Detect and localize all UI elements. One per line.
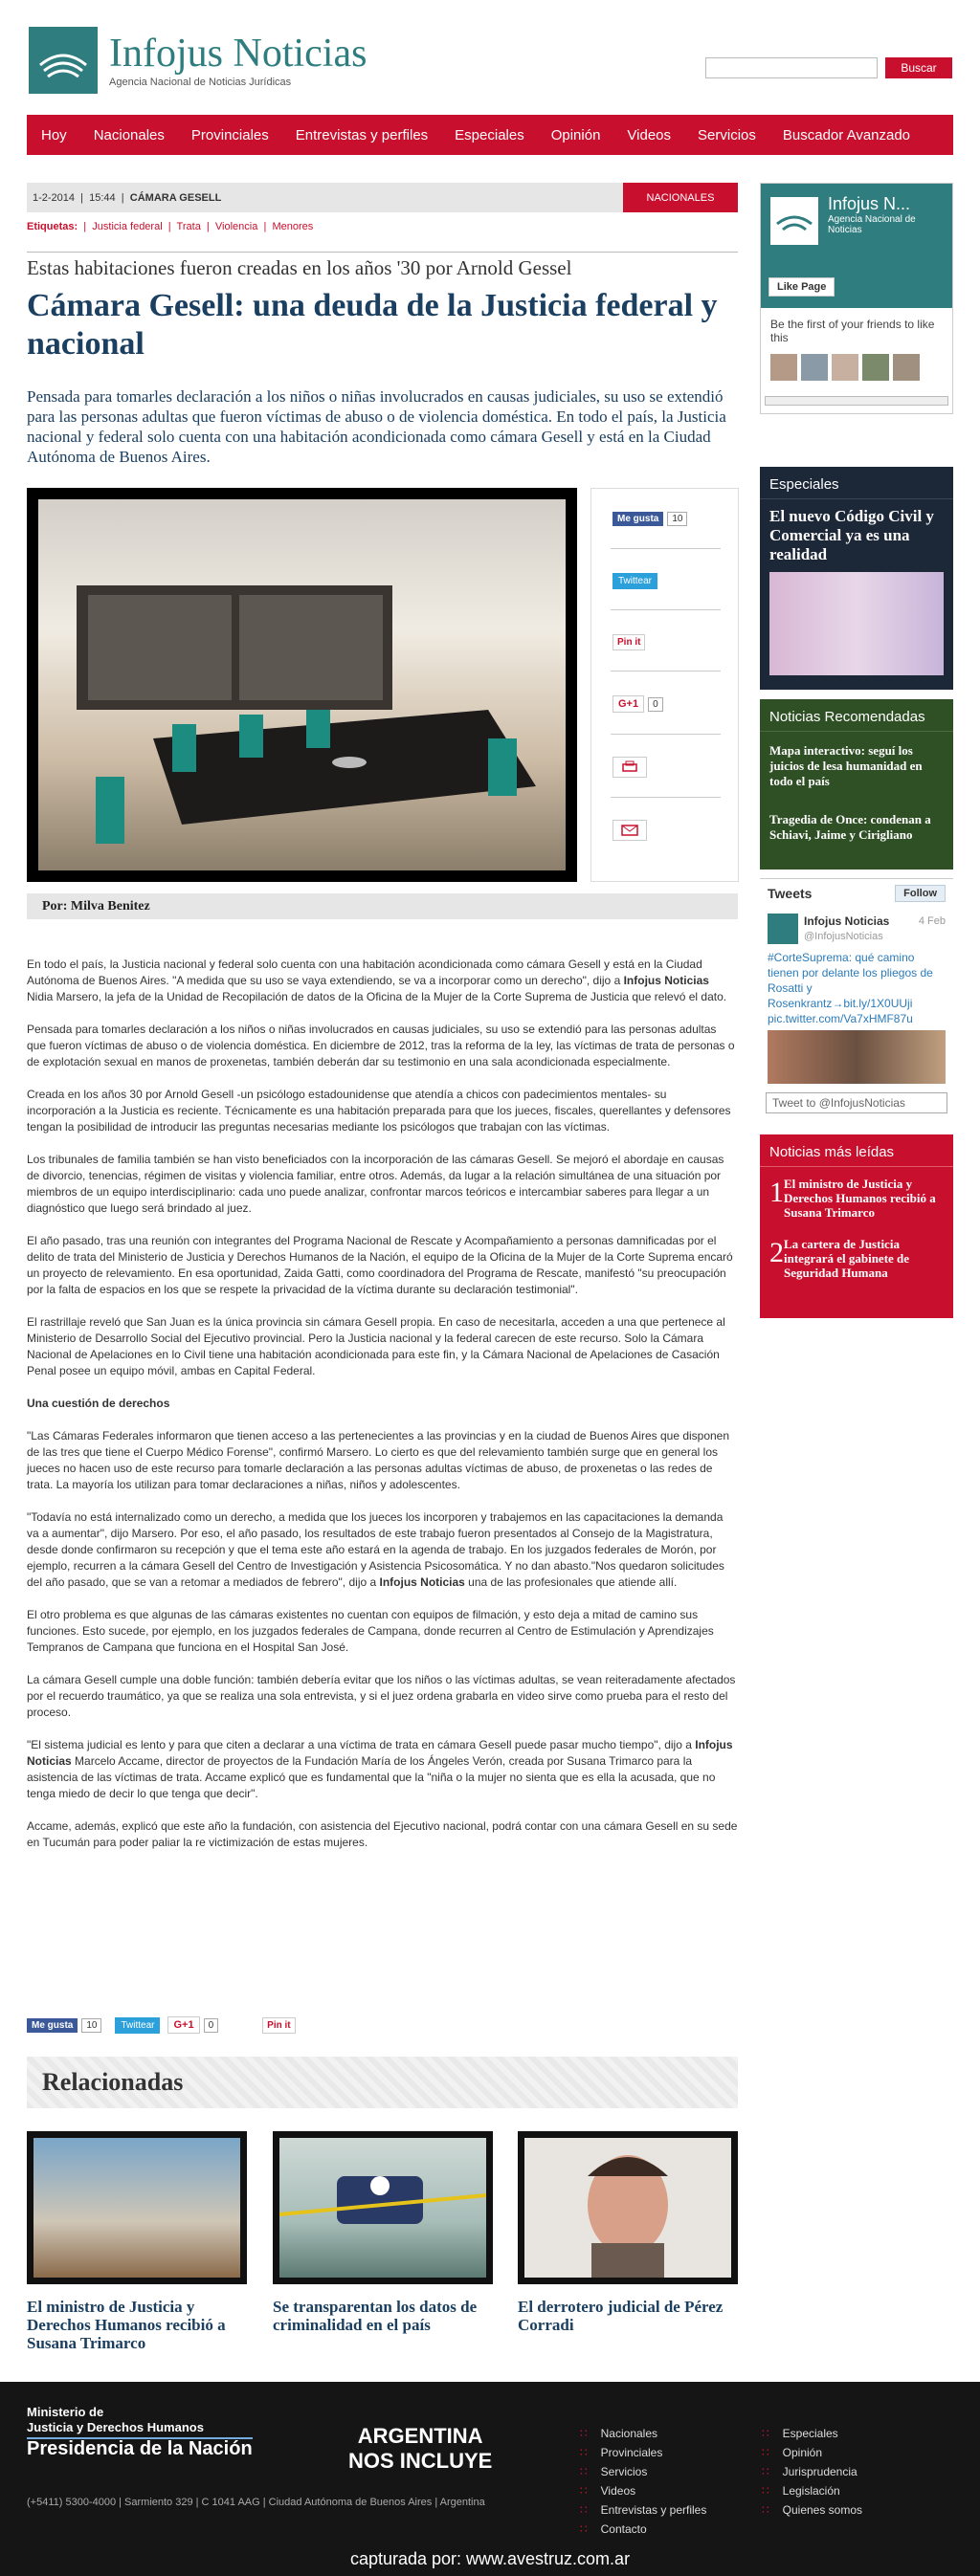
facebook-page-title[interactable]: Infojus N... — [828, 194, 911, 213]
bottom-share-bar — [27, 2016, 296, 2034]
related-heading: Relacionadas — [27, 2057, 738, 2108]
footer-links-col1 — [580, 2424, 706, 2539]
article-section-label: CÁMARA GESELL — [129, 192, 222, 204]
body-paragraph: El año pasado, tras una reunión con integrantes del Programa Nacional de Rescate y Acompañamiento a personas damnificadas por el delito de trata del Ministerio de Justicia y Derechos Humanos de la Nación, el equipo de la Oficina de la Mujer de la Corte Suprema encaró un proyecto de relevamiento. En esa oportunidad, Zaida Gatti, como coordinadora del Programa de Rescate, manifestó "su preocupación por la falta de espacios en los que se respete la privacidad de la víctima durante su declaración testimonial". — [27, 1234, 733, 1296]
facebook-like-button[interactable]: Me gusta — [612, 512, 663, 526]
especiales-title[interactable]: El nuevo Código Civil y Comercial ya es una realidad — [769, 507, 934, 563]
footer-link[interactable]: ∷ Opinión — [762, 2443, 862, 2462]
footer-link[interactable]: ∷ Entrevistas y perfiles — [580, 2500, 706, 2520]
tweet-image[interactable] — [768, 1030, 946, 1084]
section-tag[interactable]: NACIONALES — [623, 183, 738, 212]
search-button[interactable]: Buscar — [885, 57, 952, 78]
body-paragraph: "Las Cámaras Federales informaron que tienen acceso a las pertenecientes a las provincias y en la ciudad de Buenos Aires que disponen de las tres que tiene el Cuerpo Médico Forense", confirmó Marsero. Lo cierto es que del relevamiento también surge que en general los jueces no hacen uso de este recurso para tomarle declaración a las personas adultas víctimas de abuso, de proxenetas o las redes de trata. La mayoría los utilizan para tomar declaraciones a niñas, niños y adolescentes. — [27, 1429, 730, 1491]
related-image — [33, 2138, 240, 2278]
site-logo[interactable] — [29, 27, 367, 94]
footer-link[interactable]: ∷ Jurisprudencia — [762, 2462, 862, 2481]
body-paragraph: El otro problema es que algunas de las cámaras existentes no cuentan con equipos de filmación, y esto deja a mitad de camino sus funciones. Esto sucede, por ejemplo, en los juzgados federales de Campana, donde recurren al Centro de Estimulación y Aprendizajes Tempranos de Campana que funciona en el Hospital San José. — [27, 1608, 714, 1654]
book-icon — [29, 27, 98, 94]
google-plus-button[interactable]: G+1 — [167, 2016, 199, 2034]
search-input[interactable] — [705, 57, 878, 78]
tweets-heading: Tweets — [768, 886, 813, 901]
especiales-heading: Especiales — [760, 467, 953, 499]
search-form — [705, 57, 952, 78]
nav-videos[interactable]: Videos — [627, 126, 672, 143]
related-image — [279, 2138, 486, 2278]
footer-link[interactable]: ∷ Videos — [580, 2481, 706, 2500]
tweet-to-input[interactable]: Tweet to @InfojusNoticias — [766, 1092, 947, 1113]
pinterest-button[interactable]: Pin it — [612, 634, 645, 650]
related-title[interactable]: Se transparentan los datos de criminalidad en el país — [273, 2298, 478, 2334]
facebook-like-count: 10 — [81, 2018, 101, 2033]
article-time: 15:44 — [89, 192, 116, 204]
logo-tagline: Agencia Nacional de Noticias Jurídicas — [109, 77, 292, 88]
share-panel — [590, 488, 739, 882]
mas-leidas-item[interactable] — [760, 1167, 953, 1223]
related-item[interactable] — [273, 2131, 493, 2334]
article-meta: 1-2-2014 | 15:44 | CÁMARA GESELL NACIONALES — [27, 183, 738, 212]
body-paragraph: Los tribunales de familia también se han visto beneficiados con la incorporación de las cámaras Gesell. Se mejoró el abordaje en causas de divorcio, tenencias, régimen de visitas y violencia familiar, entre otros. Además, da lugar a la relación simultánea de una situación por miembros de un equipo interdisciplinario: cada uno puede analizar, confrontar marcos teóricos e intercambiar saberes para llegar a un diagnóstico que luego será brindado al juez. — [27, 1153, 724, 1215]
footer-address: (+5411) 5300-4000 | Sarmiento 329 | C 1041 AAG | Ciudad Autónoma de Buenos Aires | Argentina — [27, 2497, 485, 2508]
article-author: Por: Milva Benitez — [27, 893, 738, 919]
body-paragraph: En todo el país, la Justicia nacional y federal solo cuenta con una habitación acondicionada como cámara Gesell y está en la Ciudad Autónoma de Buenos Aires. "A medida que su uso se vaya extendiendo, se va a incorporar como un derecho", dijo a Infojus Noticias Nidia Marsero, la jefa de la Unidad de Recopilación de datos de la Oficina de la Mujer de la Corte Suprema de Justicia que relevó el dato. — [27, 958, 727, 1003]
rank-number: 1 — [769, 1177, 784, 1208]
facebook-page-sub: Agencia Nacional de Noticias — [828, 214, 916, 235]
recomendadas-widget — [760, 699, 953, 870]
tweet-date[interactable]: 4 Feb — [918, 915, 946, 927]
tweet-handle[interactable]: @InfojusNoticias — [804, 931, 883, 942]
tag-link[interactable]: Trata — [176, 221, 201, 232]
body-paragraph: Pensada para tomarles declaración a los niños o niñas involucrados en causas judiciales, su uso se extendió para las personas adultas que fueron víctimas de abuso o de violencia doméstica. En diciembre de 2012, tras la reforma de la ley, las víctimas de trata de personas o de explotación sexual en manos de proxenetas, también deberán dar su testimonio en una sala acondicionada especialmente. — [27, 1023, 735, 1068]
horizontal-scrollbar[interactable] — [765, 396, 948, 406]
tweet-button[interactable]: Twittear — [115, 2017, 160, 2034]
footer-link[interactable]: ∷ Contacto — [580, 2520, 706, 2539]
recomendadas-heading: Noticias Recomendadas — [760, 699, 953, 732]
nav-especiales[interactable]: Especiales — [455, 126, 524, 143]
mas-leidas-heading: Noticias más leídas — [760, 1134, 953, 1167]
logo-name-a: Infojus — [109, 32, 223, 76]
article-body — [27, 957, 738, 1867]
tags-label: Etiquetas: — [27, 221, 78, 232]
follow-button[interactable]: Follow — [895, 885, 946, 902]
footer-link[interactable]: ∷ Servicios — [580, 2462, 706, 2481]
related-title[interactable]: El derrotero judicial de Pérez Corradi — [518, 2298, 724, 2334]
footer-link[interactable]: ∷ Nacionales — [580, 2424, 706, 2443]
body-paragraph: "El sistema judicial es lento y para que citen a declarar a una víctima de trata en cámara Gesell puede pasar mucho tiempo", dijo a Infojus Noticias Marcelo Accame, director de proyectos de la Fundación María de los Ángeles Verón, creada por Susana Trimarco para la asistencia de las víctimas de trata. Accame explicó que es fundamental que la "niña o la mujer no sienta que es ella la acusada, que no tenga miedo de decir lo que tenga que decir". — [27, 1738, 733, 1800]
page-avatar — [770, 197, 818, 245]
tag-link[interactable]: Menores — [272, 221, 314, 232]
ministry-logo[interactable]: Ministerio de Justicia y Derechos Humanos Presidencia de la Nación — [27, 2405, 253, 2459]
mas-leidas-item[interactable] — [760, 1223, 953, 1284]
nav-opinion[interactable]: Opinión — [550, 126, 601, 143]
rank-number: 2 — [769, 1237, 784, 1268]
site-header — [0, 0, 980, 115]
google-plus-count: 0 — [648, 697, 663, 712]
related-item[interactable] — [27, 2131, 247, 2352]
tag-list: Etiquetas: | Justicia federal | Trata | Violencia | Menores — [27, 221, 314, 232]
body-paragraph: Accame, además, explicó que este año la fundación, con asistencia del Ejecutivo nacional, podrá contar con una cámara Gesell en su sede en Tucumán para poder paliar la re victimización de estas mujeres. — [27, 1819, 738, 1849]
facebook-friends-text: Be the first of your friends to like this — [770, 318, 935, 344]
nav-servicios[interactable]: Servicios — [698, 126, 756, 143]
facebook-widget — [760, 183, 953, 414]
friends-avatars — [761, 354, 952, 381]
tag-link[interactable]: Violencia — [214, 221, 258, 232]
site-footer — [0, 2382, 980, 2576]
footer-links-col2 — [762, 2424, 862, 2520]
nav-provinciales[interactable]: Provinciales — [190, 126, 269, 143]
conference-room-image — [38, 499, 566, 870]
nav-entrevistas[interactable]: Entrevistas y perfiles — [295, 126, 429, 143]
email-icon[interactable] — [612, 820, 647, 841]
print-icon[interactable] — [612, 757, 647, 778]
nav-hoy[interactable]: Hoy — [41, 126, 67, 143]
google-plus-button[interactable]: G+1 — [612, 695, 644, 713]
article-title: Cámara Gesell: una deuda de la Justicia federal y nacional — [27, 288, 718, 362]
mas-leidas-widget — [760, 1134, 953, 1318]
tag-link[interactable]: Justicia federal — [92, 221, 163, 232]
facebook-like-count: 10 — [667, 512, 687, 526]
mas-leidas-title[interactable]: El ministro de Justicia y Derechos Humanos recibió a Susana Trimarco — [784, 1177, 936, 1220]
tweet-author[interactable]: Infojus Noticias — [804, 914, 890, 928]
body-subhead: Una cuestión de derechos — [27, 1397, 170, 1410]
especiales-widget — [760, 467, 953, 690]
capture-credit: capturada por: www.avestruz.com.ar — [349, 2549, 631, 2568]
related-item[interactable] — [518, 2131, 738, 2334]
body-paragraph: "Todavía no está internalizado como un derecho, a medida que los jueces los incorporen y trabajemos en las capacitaciones la demanda va a aumentar", dijo Marsero. Por eso, el año pasado, los resultados de este trabajo fueron presentados al Consejo de la Magistratura, desde donde confirmaron su recepción y que el tema este año estará en la agenda de trabajo. En los juzgados federales de Morón, por ejemplo, recurren a la cámara Gesell del Centro de Investigación y Asistencia Psicosomática. Y no dan abasto."Nos quedaron solicitudes del año pasado, que se van a retomar a mediados de febrero", dijo a Infojus Noticias una de las profesionales que atiende allí. — [27, 1510, 724, 1589]
main-nav — [27, 115, 953, 155]
footer-link[interactable]: ∷ Legislación — [762, 2481, 862, 2500]
google-plus-count: 0 — [204, 2018, 219, 2033]
tweet-text[interactable]: #CorteSuprema: qué camino tienen por delante los pliegos de Rosatti y Rosenkrantz→bit.ly/1X0UUji pic.twitter.com/Va7xHMF87u — [768, 951, 933, 1025]
recomendada-link[interactable]: Tragedia de Once: condenan a Schiavi, Jaime y Cirigliano — [769, 812, 931, 842]
article-photo — [27, 488, 577, 882]
argentina-logo: ARGENTINA NOS INCLUYE — [348, 2424, 493, 2473]
logo-name-b: Noticias — [233, 32, 368, 76]
facebook-like-button[interactable]: Me gusta — [27, 2018, 78, 2033]
footer-link[interactable]: ∷ Quienes somos — [762, 2500, 862, 2520]
article-date: 1-2-2014 — [33, 192, 76, 204]
related-image — [524, 2138, 731, 2278]
nav-nacionales[interactable]: Nacionales — [93, 126, 165, 143]
tweet-avatar — [768, 914, 798, 944]
article-kicker: Estas habitaciones fueron creadas en los años '30 por Arnold Gessel — [27, 252, 738, 280]
body-paragraph: La cámara Gesell cumple una doble función: también debería evitar que los niños o las víctimas adultas, se vean reiteradamente afectados por el recuerdo traumático, ya que se realiza una sola entrevista, y si el juez ordena grabarla en video sirve como prueba para el resto del proceso. — [27, 1673, 736, 1719]
footer-link[interactable]: ∷ Provinciales — [580, 2443, 706, 2462]
recomendada-link[interactable]: Mapa interactivo: seguí los juicios de lesa humanidad en todo el país — [769, 743, 923, 788]
article-lead: Pensada para tomarles declaración a los niños o niñas involucrados en causas judiciales, su uso se extendió para las personas adultas que fueron víctimas de abuso o de violencia doméstica. En todo el país, la Justicia nacional y federal solo cuenta con una habitación acondicionada como cámara Gesell y está en la Ciudad Autónoma de Buenos Aires. — [27, 387, 726, 466]
facebook-like-page-button[interactable]: Like Page — [768, 277, 835, 297]
tweet-button[interactable]: Twittear — [612, 573, 657, 589]
mas-leidas-title[interactable]: La cartera de Justicia integrará el gabinete de Seguridad Humana — [784, 1237, 910, 1280]
footer-link[interactable]: ∷ Especiales — [762, 2424, 862, 2443]
twitter-widget — [760, 878, 953, 1121]
especiales-image[interactable] — [769, 572, 944, 675]
pinterest-button[interactable]: Pin it — [262, 2017, 295, 2034]
body-paragraph: El rastrillaje reveló que San Juan es la única provincia sin cámara Gesell propia. En caso de necesitarla, acceden a una que pertenece al Ministerio de Desarrollo Social del Ejecutivo provincial. Pero la Justicia nacional y la federal carecen de este recurso. Solo la Cámara Nacional de Apelaciones en lo Civil tiene una habitación acondicionada para este fin, y la Cámara Nacional de Apelaciones de Casación Penal posee un equipo móvil, ambas en Capital Federal. — [27, 1315, 725, 1377]
body-paragraph: Creada en los años 30 por Arnold Gesell -un psicólogo estadounidense que atendía a chicos con padecimientos mentales- su incorporación a la Justicia es reciente. Técnicamente es una habitación preparada para que los jueces, fiscales, querellantes y defensores tengan la posibilidad de introducir las preguntas necesarias mediante los psicólogos que trabajan con las víctimas. — [27, 1088, 731, 1134]
nav-buscador[interactable]: Buscador Avanzado — [782, 126, 911, 143]
related-title[interactable]: El ministro de Justicia y Derechos Humanos recibió a Susana Trimarco — [27, 2298, 226, 2352]
